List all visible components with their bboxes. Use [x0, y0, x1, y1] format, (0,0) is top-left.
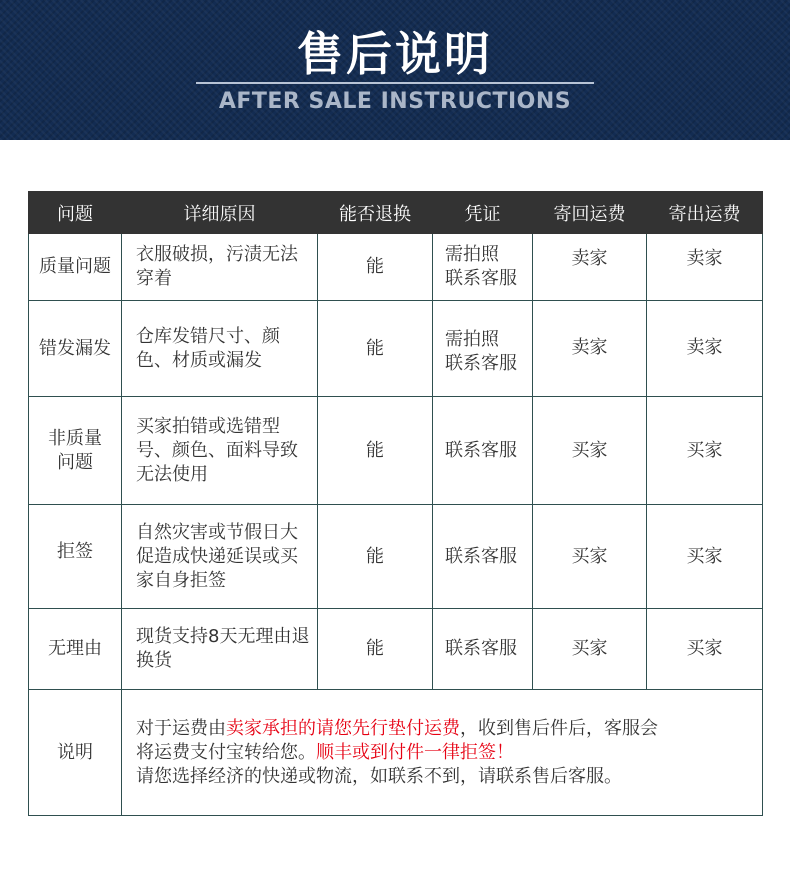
- note-row: [29, 690, 763, 816]
- table-row: [29, 505, 763, 609]
- note-cell: [122, 690, 763, 816]
- header-proof: 凭证: [433, 192, 533, 234]
- return-fee-cell: 买家: [533, 397, 647, 505]
- return-fee-cell: 卖家: [533, 234, 647, 301]
- banner-title: 售后说明: [297, 27, 493, 81]
- note-text: 对于运费由: [136, 717, 226, 739]
- ship-fee-cell: 买家: [647, 505, 763, 609]
- table-row: [29, 397, 763, 505]
- ship-fee-cell: 买家: [647, 609, 763, 690]
- reason-cell: 仓库发错尺寸、颜色、材质或漏发: [122, 301, 318, 397]
- header-banner: [0, 0, 790, 140]
- return-fee-cell: 买家: [533, 505, 647, 609]
- issue-cell: 拒签: [29, 505, 122, 609]
- note-label: 说明: [29, 690, 122, 816]
- note-line-2: [136, 741, 756, 765]
- note-text: ，收到售后件后，客服会: [460, 717, 658, 739]
- proof-cell: 联系客服: [433, 505, 533, 609]
- header-reason: 详细原因: [122, 192, 318, 234]
- reason-cell: 衣服破损，污渍无法穿着: [122, 234, 318, 301]
- header-returnable: 能否退换: [318, 192, 433, 234]
- table-row: [29, 609, 763, 690]
- issue-cell: 无理由: [29, 609, 122, 690]
- return-fee-cell: 买家: [533, 609, 647, 690]
- return-fee-cell: 卖家: [533, 301, 647, 397]
- proof-cell: 联系客服: [433, 609, 533, 690]
- reason-cell: 买家拍错或选错型号、颜色、面料导致无法使用: [122, 397, 318, 505]
- ship-fee-cell: 买家: [647, 397, 763, 505]
- returnable-cell: 能: [318, 505, 433, 609]
- header-issue: 问题: [29, 192, 122, 234]
- note-highlight: 卖家承担的请您先行垫付运费: [226, 717, 460, 739]
- proof-cell: 需拍照 联系客服: [433, 234, 533, 301]
- ship-fee-cell: 卖家: [647, 234, 763, 301]
- header-return-fee: 寄回运费: [533, 192, 647, 234]
- proof-cell: 需拍照 联系客服: [433, 301, 533, 397]
- header-ship-fee: 寄出运费: [647, 192, 763, 234]
- note-text: 将运费支付宝转给您。: [136, 741, 316, 763]
- issue-cell: 非质量 问题: [29, 397, 122, 505]
- banner-subtitle: AFTER SALE INSTRUCTIONS: [218, 89, 572, 114]
- returnable-cell: 能: [318, 234, 433, 301]
- note-highlight: 顺丰或到付件一律拒签！: [316, 741, 514, 763]
- reason-cell: 自然灾害或节假日大促造成快递延误或买家自身拒签: [122, 505, 318, 609]
- issue-cell: 错发漏发: [29, 301, 122, 397]
- returnable-cell: 能: [318, 301, 433, 397]
- table-header-row: [29, 192, 763, 234]
- table-row: [29, 301, 763, 397]
- returnable-cell: 能: [318, 609, 433, 690]
- banner-divider: [196, 82, 594, 84]
- proof-cell: 联系客服: [433, 397, 533, 505]
- after-sale-table: [28, 191, 763, 816]
- ship-fee-cell: 卖家: [647, 301, 763, 397]
- issue-cell: 质量问题: [29, 234, 122, 301]
- table-row: [29, 234, 763, 301]
- reason-cell: 现货支持8天无理由退换货: [122, 609, 318, 690]
- note-line-3: 请您选择经济的快递或物流，如联系不到，请联系售后客服。: [136, 765, 622, 787]
- returnable-cell: 能: [318, 397, 433, 505]
- note-line-1: [136, 717, 756, 741]
